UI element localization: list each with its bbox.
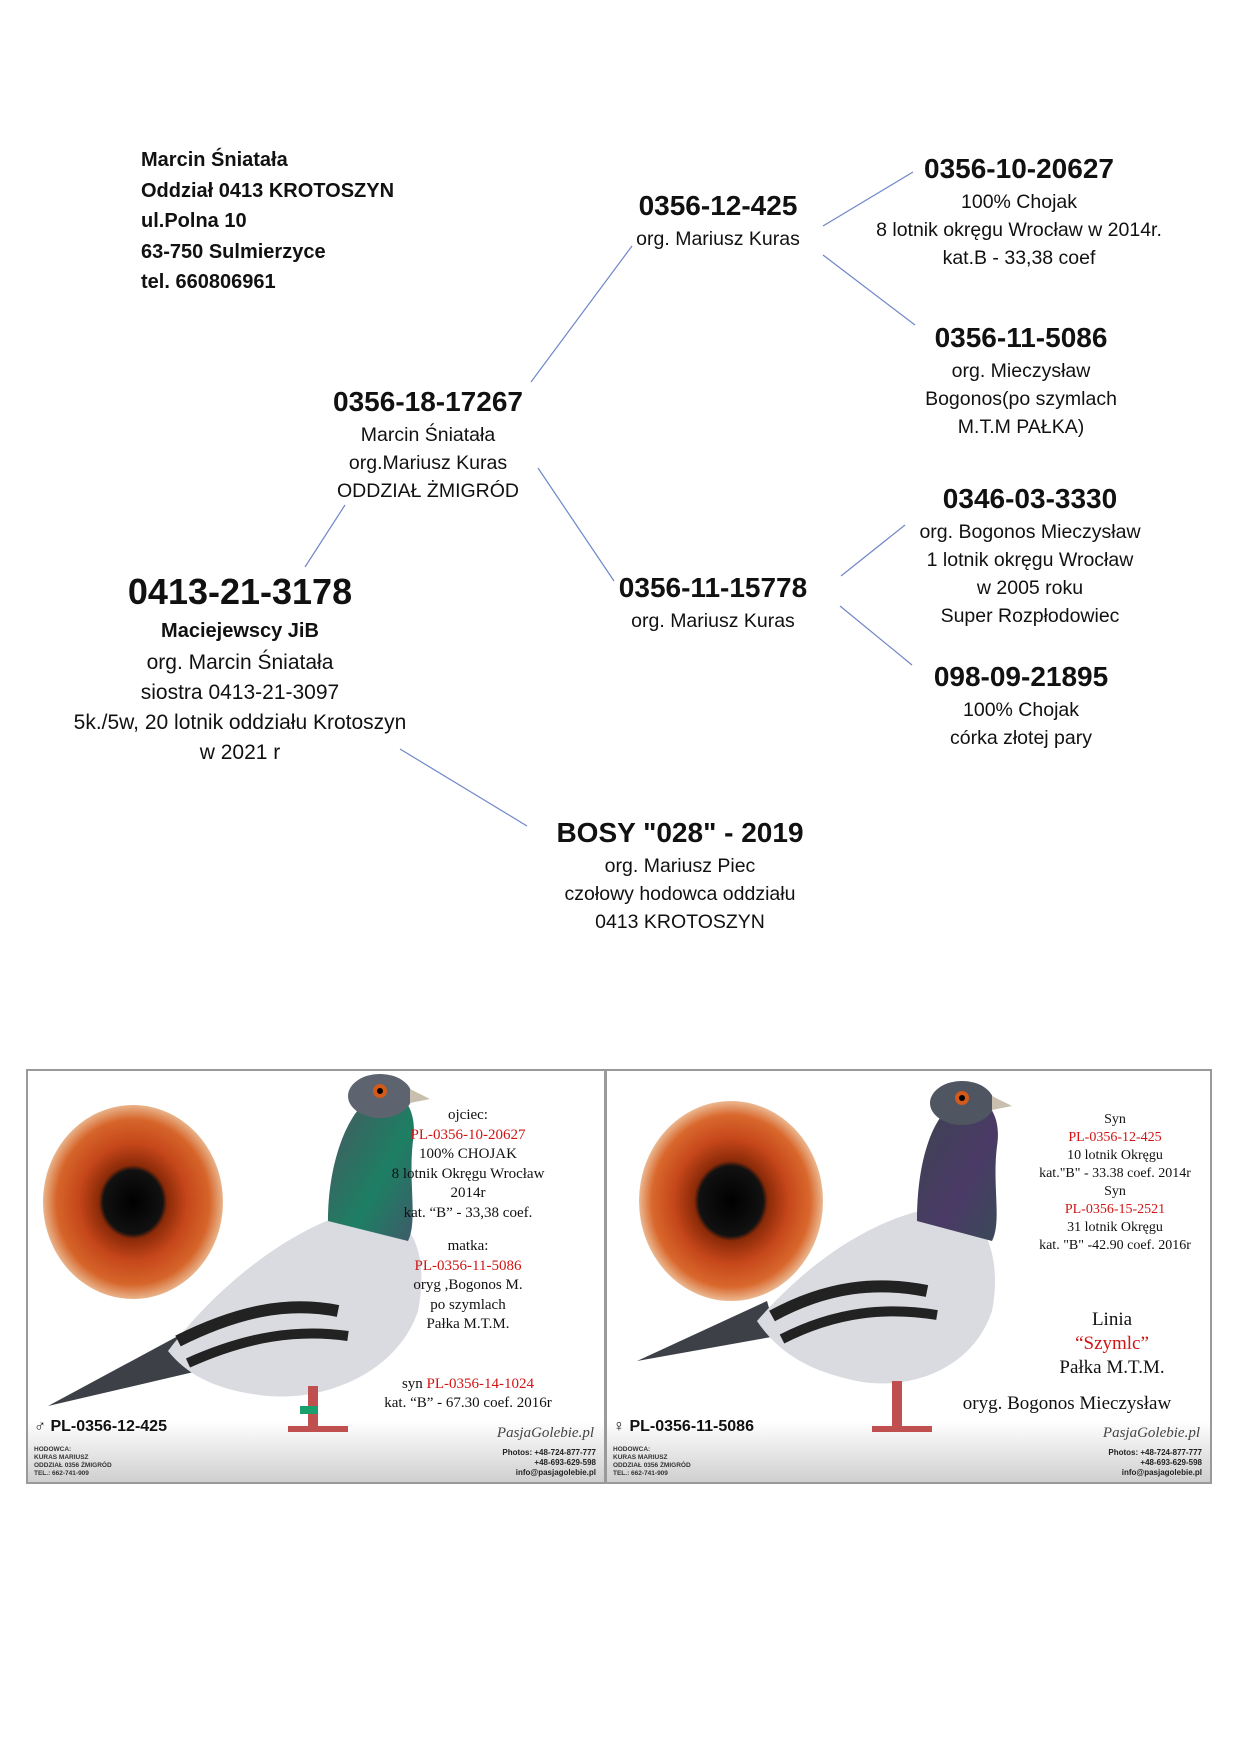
card1-line: 100% CHOJAK xyxy=(419,1146,517,1162)
card1-line: matka: xyxy=(447,1238,489,1254)
card1-line-red: PL-0356-11-5086 xyxy=(414,1257,522,1274)
grandmother-paternal xyxy=(619,569,807,635)
ffm-line1: org. Mieczysław xyxy=(951,360,1091,382)
card2-contact xyxy=(1108,1448,1202,1478)
card2-contact-line: +48-693-629-598 xyxy=(1140,1458,1202,1467)
fmf-line4: Super Rozpłodowiec xyxy=(940,605,1120,627)
card2-line-red: PL-0356-15-2521 xyxy=(1064,1202,1166,1217)
card2-ring-label: ♀ PL-0356-11-5086 xyxy=(613,1418,754,1435)
card1-line: kat. “B” - 33,38 coef. xyxy=(403,1204,533,1221)
fmf-line1: org. Bogonos Mieczysław xyxy=(919,521,1141,543)
card2-breeder-footer xyxy=(613,1446,691,1478)
card1-contact xyxy=(502,1448,596,1478)
card1-foot-line: KURAS MARIUSZ xyxy=(34,1454,89,1461)
fm-origin: org. Mariusz Kuras xyxy=(631,610,795,632)
card2-line: Syn xyxy=(1104,1184,1126,1199)
card1-line: oryg ,Bogonos M. xyxy=(413,1277,523,1293)
card1-pedigree-text xyxy=(368,1106,568,1414)
fff-line3: kat.B - 33,38 coef xyxy=(942,247,1096,269)
great-grandparent-fmf xyxy=(919,480,1140,630)
great-grandparent-ffm xyxy=(925,319,1117,441)
card2-foot-line: TEL.: 662-741-909 xyxy=(613,1470,668,1477)
subject-origin: org. Marcin Śniatała xyxy=(146,651,334,674)
mother-desc: czołowy hodowca oddziału xyxy=(564,883,796,905)
owner-city: 63-750 Sulmierzyce xyxy=(141,240,326,263)
card2-line: kat."B" - 33.38 coef. 2014r xyxy=(1039,1166,1191,1181)
card2-line: 31 lotnik Okręgu xyxy=(1067,1220,1163,1235)
card1-ring-label: ♂ PL-0356-12-425 xyxy=(34,1418,167,1435)
card1-line: kat. “B” - 67.30 coef. 2016r xyxy=(384,1395,552,1411)
card2-origin: oryg. Bogonos Mieczysław xyxy=(962,1393,1172,1414)
card1-line: ojciec: xyxy=(448,1107,488,1123)
father-pigeon xyxy=(333,383,523,505)
ff-origin: org. Mariusz Kuras xyxy=(636,228,800,250)
card2-contact-line: Photos: +48-724-877-777 xyxy=(1108,1448,1202,1457)
card1-son-ring: PL-0356-14-1024 xyxy=(426,1375,535,1392)
card2-logo: PasjaGolebie.pl xyxy=(1102,1425,1200,1441)
father-branch: ODDZIAŁ ŻMIGRÓD xyxy=(336,480,520,502)
owner-phone: tel. 660806961 xyxy=(141,271,276,293)
grandfather-paternal xyxy=(636,187,800,253)
owner-name: Marcin Śniatała xyxy=(141,149,288,171)
card1-logo: PasjaGolebie.pl xyxy=(496,1425,594,1441)
owner-street: ul.Polna 10 xyxy=(141,210,247,232)
card1-contact-line: Photos: +48-724-877-777 xyxy=(502,1448,596,1457)
card1-line-son xyxy=(368,1375,568,1395)
card1-contact-line: info@pasjagolebie.pl xyxy=(515,1468,596,1477)
card1-line: 2014r xyxy=(450,1185,486,1201)
pigeon-photo-card-male xyxy=(26,1069,606,1484)
subject-result: 5k./5w, 20 lotnik oddziału Krotoszyn xyxy=(73,711,407,734)
fff-ring: 0356-10-20627 xyxy=(924,153,1114,184)
pigeon-photo-card-female xyxy=(605,1069,1212,1484)
card1-breeder-footer xyxy=(34,1446,112,1478)
subject-pigeon xyxy=(74,570,407,768)
card2-pedigree-text xyxy=(1025,1111,1205,1255)
card2-foot-line: ODDZIAŁ 0356 ŻMIGRÓD xyxy=(613,1462,691,1469)
father-ring: 0356-18-17267 xyxy=(333,386,523,417)
card2-foot-line: KURAS MARIUSZ xyxy=(613,1454,668,1461)
card2-contact-line: info@pasjagolebie.pl xyxy=(1121,1468,1202,1477)
owner-address xyxy=(141,145,394,298)
card2-line: Syn xyxy=(1104,1112,1126,1127)
card2-line: Linia xyxy=(1091,1309,1133,1330)
fmm-line1: 100% Chojak xyxy=(963,699,1079,721)
ff-ring: 0356-12-425 xyxy=(638,190,798,221)
card2-line-red: “Szymlc” xyxy=(1075,1333,1149,1354)
subject-year: w 2021 r xyxy=(199,741,281,764)
fmf-ring: 0346-03-3330 xyxy=(942,483,1118,514)
card1-line-red: PL-0356-10-20627 xyxy=(410,1126,526,1143)
card2-foot-line: HODOWCA: xyxy=(613,1446,651,1453)
card1-foot-line: HODOWCA: xyxy=(34,1446,72,1453)
fmm-line2: córka złotej pary xyxy=(950,727,1092,749)
father-origin: org.Mariusz Kuras xyxy=(348,452,508,474)
card2-line-info xyxy=(1022,1308,1202,1380)
ffm-line3: M.T.M PAŁKA) xyxy=(957,416,1085,438)
father-owner: Marcin Śniatała xyxy=(360,424,496,446)
great-grandparent-fmm xyxy=(934,658,1108,752)
card1-foot-line: ODDZIAŁ 0356 ŻMIGRÓD xyxy=(34,1462,112,1469)
card2-line: 10 lotnik Okręgu xyxy=(1067,1148,1163,1163)
mother-origin: org. Mariusz Piec xyxy=(604,855,756,877)
card2-line: kat. "B" -42.90 coef. 2016r xyxy=(1039,1238,1191,1253)
subject-sibling: siostra 0413-21-3097 xyxy=(140,681,340,704)
fm-ring: 0356-11-15778 xyxy=(618,572,808,603)
fff-line2: 8 lotnik okręgu Wrocław w 2014r. xyxy=(876,219,1162,241)
ffm-line2: Bogonos(po szymlach xyxy=(925,388,1117,410)
subject-ring: 0413-21-3178 xyxy=(127,571,353,612)
subject-breeder: Maciejewscy JiB xyxy=(161,620,319,642)
card1-foot-line: TEL.: 662-741-909 xyxy=(34,1470,89,1477)
fff-line1: 100% Chojak xyxy=(961,191,1077,213)
card2-line: Pałka M.T.M. xyxy=(1059,1357,1165,1378)
great-grandparent-fff xyxy=(876,150,1162,272)
mother-branch: 0413 KROTOSZYN xyxy=(595,911,765,933)
card1-son-label: syn xyxy=(401,1375,427,1392)
mother-pigeon xyxy=(556,814,803,936)
card1-line: Pałka M.T.M. xyxy=(426,1316,510,1332)
ffm-ring: 0356-11-5086 xyxy=(934,322,1108,353)
card1-line: 8 lotnik Okręgu Wrocław xyxy=(391,1165,545,1182)
fmf-line3: w 2005 roku xyxy=(976,577,1084,599)
fmm-ring: 098-09-21895 xyxy=(933,661,1109,692)
fmf-line2: 1 lotnik okręgu Wrocław xyxy=(926,549,1134,571)
card1-contact-line: +48-693-629-598 xyxy=(534,1458,596,1467)
card1-line: po szymlach xyxy=(430,1296,506,1313)
owner-branch: Oddział 0413 KROTOSZYN xyxy=(141,179,395,202)
mother-ring: BOSY "028" - 2019 xyxy=(556,817,804,848)
card2-line-red: PL-0356-12-425 xyxy=(1068,1130,1162,1145)
